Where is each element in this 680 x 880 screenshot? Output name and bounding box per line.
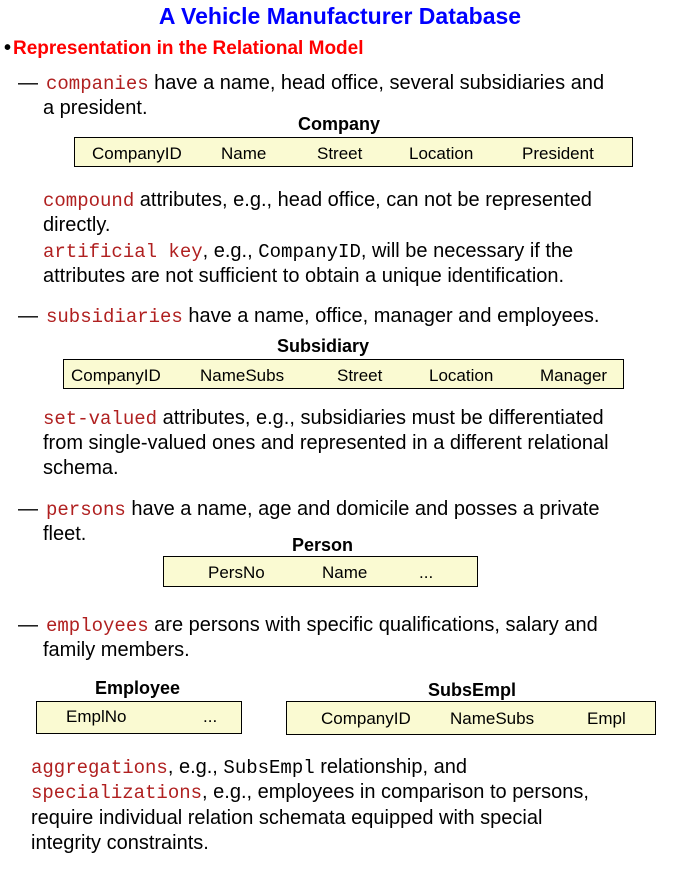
bullet-icon: • (4, 37, 12, 59)
column-header: PersNo (208, 563, 265, 582)
column-header: CompanyID (321, 709, 411, 728)
dash-icon: — (18, 614, 38, 636)
term-employees: employees (46, 615, 149, 637)
table-name-company: Company (298, 114, 381, 134)
subsidiaries-line1: subsidiaries have a name, office, manager and employees. (46, 305, 600, 328)
term-artificial-key: artificial key (43, 241, 203, 263)
table-name-employee: Employee (95, 678, 181, 698)
table-person (163, 556, 478, 587)
column-header: Manager (540, 366, 608, 385)
column-header: President (522, 144, 594, 163)
term-persons: persons (46, 499, 126, 521)
dash-icon: — (18, 72, 38, 94)
set-valued-line1: set-valued attributes, e.g., subsidiaries must be differentiated (43, 407, 604, 430)
closing-line3: require individual relation schemata equipped with special (31, 807, 543, 829)
column-header: Street (317, 144, 363, 163)
dash-icon: — (18, 305, 38, 327)
closing-line4: integrity constraints. (31, 832, 209, 854)
table-subsidiary (63, 359, 624, 389)
code-subsempl: SubsEmpl (223, 757, 315, 779)
column-header: Name (221, 144, 267, 163)
column-header: Name (322, 563, 368, 582)
page-title: A Vehicle Manufacturer Database (158, 3, 522, 29)
table-name-person: Person (292, 535, 354, 555)
column-header: Location (409, 144, 474, 163)
term-aggregations: aggregations (31, 757, 168, 779)
subtitle: Representation in the Relational Model (13, 38, 364, 59)
persons-line2: fleet. (43, 523, 87, 545)
table-name-subsempl: SubsEmpl (428, 680, 517, 700)
section-heading (4, 37, 364, 60)
table-name-subsidiary: Subsidiary (277, 336, 370, 356)
compound-line1: compound attributes, e.g., head office, can not be represented (43, 189, 592, 212)
compound-line2: directly. (43, 214, 111, 236)
term-specializations: specializations (31, 782, 203, 804)
artificial-key-line2: attributes are not sufficient to obtain a unique identification. (43, 265, 565, 287)
set-valued-line2: from single-valued ones and represented in a different relational (43, 432, 609, 454)
table-company (74, 137, 633, 167)
table-employee (36, 701, 242, 734)
column-header: NameSubs (200, 366, 285, 385)
column-header: ... (419, 563, 434, 582)
dash-icon: — (18, 498, 38, 520)
column-header: ... (203, 707, 218, 726)
term-compound: compound (43, 190, 135, 212)
code-companyid: CompanyID (258, 241, 361, 263)
term-subsidiaries: subsidiaries (46, 306, 183, 328)
aggregations-line: aggregations, e.g., SubsEmpl relationship, and (31, 756, 467, 779)
column-header: CompanyID (92, 144, 182, 163)
table-subsempl (286, 701, 656, 735)
specializations-line: specializations, e.g., employees in comparison to persons, (31, 781, 589, 804)
employees-line1: employees are persons with specific qualifications, salary and (46, 614, 598, 637)
term-companies: companies (46, 73, 149, 95)
column-header: EmplNo (66, 707, 127, 726)
term-set-valued: set-valued (43, 408, 158, 430)
column-header: Location (429, 366, 494, 385)
persons-line1: persons have a name, age and domicile and posses a private (46, 498, 600, 521)
employees-line2: family members. (43, 639, 190, 661)
artificial-key-line1: artificial key, e.g., CompanyID, will be necessary if the (43, 240, 574, 263)
companies-line1: companies have a name, head office, several subsidiaries and (46, 72, 605, 95)
column-header: Street (337, 366, 383, 385)
set-valued-line3: schema. (43, 457, 119, 479)
column-header: CompanyID (71, 366, 161, 385)
column-header: Empl (587, 709, 626, 728)
companies-line2: a president. (43, 97, 148, 119)
column-header: NameSubs (450, 709, 535, 728)
